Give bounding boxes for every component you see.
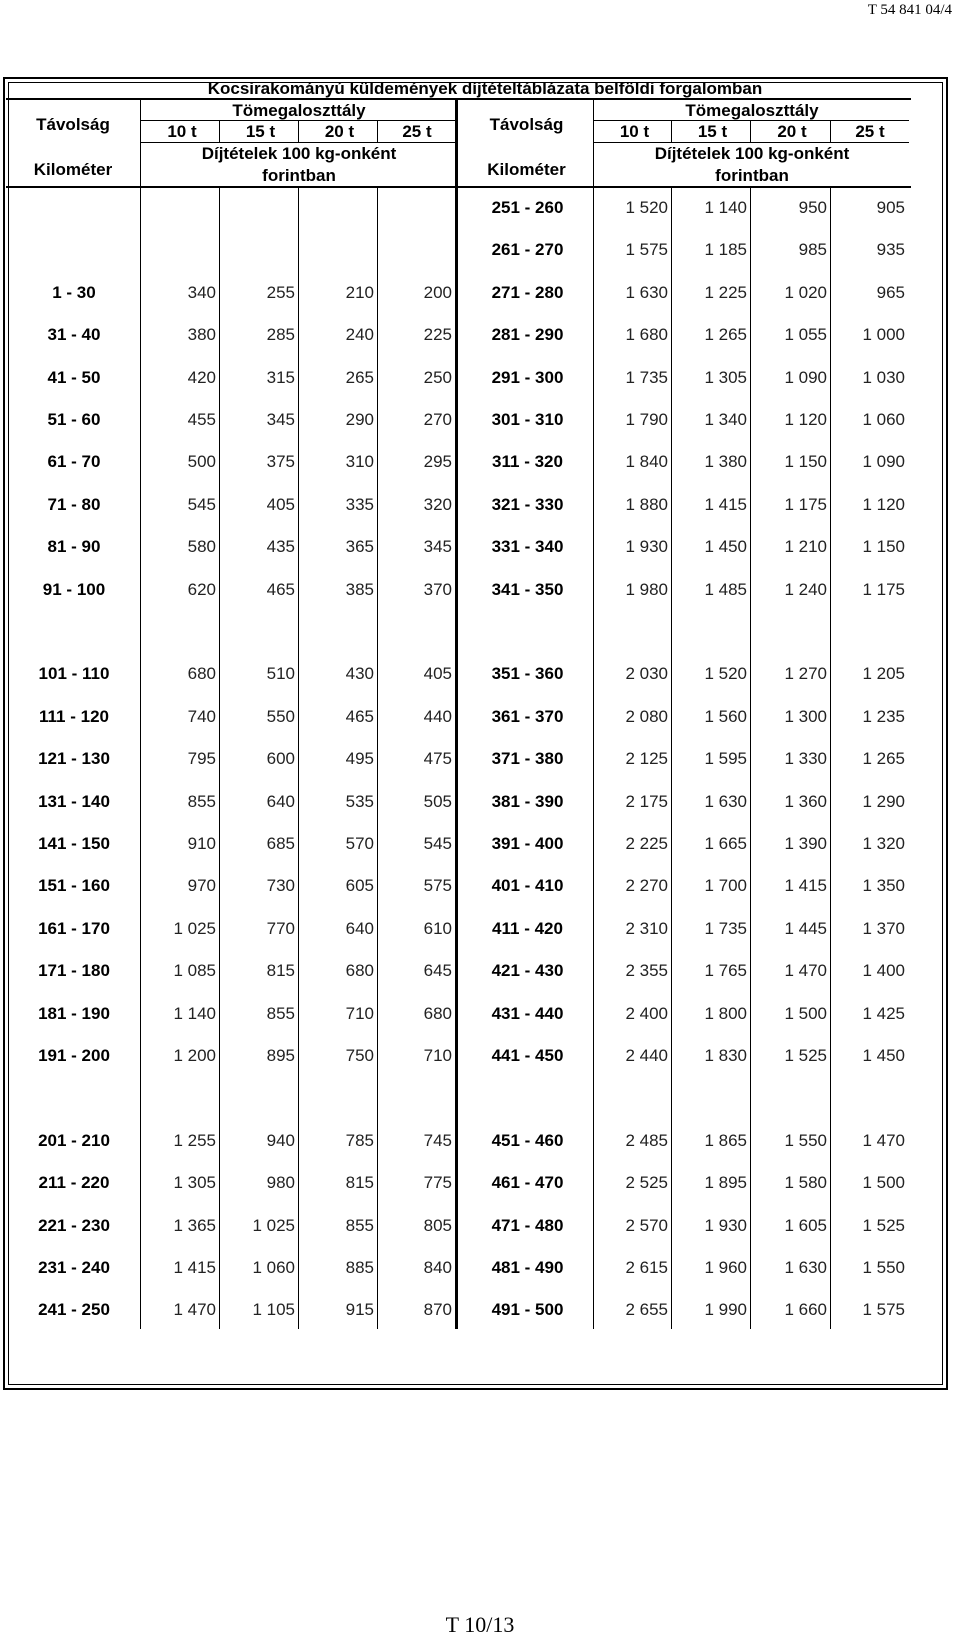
left-rate-cell: 680	[423, 1003, 452, 1023]
left-rate-cell: 1 140	[173, 1003, 216, 1023]
right-rate-cell: 1 605	[784, 1215, 827, 1235]
left-rate-cell: 1 415	[173, 1258, 216, 1277]
right-rate-cell: 1 525	[862, 1215, 905, 1235]
right-distance-cell: 401 - 410	[491, 876, 564, 896]
right-distance-cell: 301 - 310	[491, 410, 564, 429]
right-rate-cell: 2 570	[625, 1215, 668, 1235]
right-rate-cell: 1 290	[862, 791, 905, 811]
left-currency-label: forintban	[262, 166, 336, 185]
right-rate-cell: 1 735	[704, 918, 747, 938]
right-rate-cell: 1 450	[862, 1046, 905, 1065]
left-distance-cell: 191 - 200	[38, 1046, 110, 1065]
right-rate-cell: 1 470	[862, 1130, 905, 1150]
right-rate-cell: 2 355	[625, 961, 668, 981]
left-rate-cell: 495	[345, 749, 374, 769]
left-rate-cell: 840	[423, 1258, 452, 1277]
left-rate-cell: 710	[345, 1003, 374, 1023]
left-rate-cell: 210	[345, 282, 374, 302]
right-rate-cell: 1 060	[862, 410, 905, 429]
left-rate-cell: 1 305	[173, 1173, 216, 1193]
right-distance-cell: 281 - 290	[491, 325, 564, 345]
left-rate-cell: 750	[345, 1046, 374, 1065]
right-header-col-3	[830, 120, 831, 143]
right-distance-label: Távolság	[489, 115, 564, 134]
left-rate-cell: 385	[345, 579, 374, 599]
right-rate-cell: 1 370	[862, 918, 905, 938]
left-rate-cell: 1 255	[173, 1130, 216, 1150]
left-rate-cell: 500	[187, 452, 216, 472]
right-mass-class-label: Tömegaloszttály	[685, 101, 819, 120]
page-number: T 10/13	[445, 1612, 515, 1637]
left-rate-cell: 1 105	[252, 1300, 295, 1320]
right-rate-cell: 2 030	[625, 664, 668, 684]
right-rate-cell: 1 030	[862, 367, 905, 387]
right-distance-cell: 431 - 440	[491, 1003, 564, 1023]
left-rate-cell: 1 200	[173, 1046, 216, 1065]
right-rate-cell: 2 225	[625, 834, 668, 853]
right-rate-cell: 1 150	[862, 537, 905, 557]
right-rate-cell: 1 450	[704, 537, 747, 557]
right-rate-cell: 1 550	[862, 1258, 905, 1277]
page-reference: T 54 841 04/4	[867, 2, 952, 18]
left-rate-cell: 910	[187, 834, 216, 853]
left-rate-cell: 885	[345, 1258, 374, 1277]
left-weight-class-25t: 25 t	[402, 122, 432, 141]
right-rate-cell: 2 175	[625, 791, 668, 811]
left-rate-cell: 620	[187, 579, 216, 599]
left-distance-cell: 141 - 150	[38, 834, 110, 853]
left-rate-cell: 770	[266, 918, 295, 938]
left-rate-cell: 345	[266, 410, 295, 429]
left-rate-cell: 290	[345, 410, 374, 429]
left-rate-cell: 370	[423, 579, 452, 599]
left-distance-cell: 31 - 40	[47, 325, 101, 345]
right-rate-cell: 1 210	[784, 537, 827, 557]
left-rate-cell: 680	[187, 664, 216, 684]
left-body-col-1	[219, 187, 220, 1329]
left-rate-cell: 365	[345, 537, 374, 557]
right-rate-cell: 1 390	[784, 834, 827, 853]
right-rate-cell: 1 470	[784, 961, 827, 981]
right-rate-cell: 1 665	[704, 834, 747, 853]
right-rate-cell: 1 595	[704, 749, 747, 769]
left-distance-column-divider	[140, 98, 141, 1329]
left-rate-cell: 550	[266, 706, 295, 726]
right-distance-cell: 351 - 360	[491, 664, 564, 684]
right-header-col-1	[671, 120, 672, 143]
right-rate-cell: 1 680	[625, 325, 668, 345]
right-rate-cell: 1 575	[862, 1300, 905, 1320]
left-rate-cell: 970	[187, 876, 216, 896]
right-rate-cell: 1 090	[862, 452, 905, 472]
right-rate-cell: 1 265	[862, 749, 905, 769]
right-rate-cell: 1 205	[862, 664, 905, 684]
left-rate-cell: 545	[187, 494, 216, 514]
left-distance-cell: 41 - 50	[47, 367, 101, 387]
right-rate-cell: 1 930	[625, 537, 668, 557]
left-rate-cell: 510	[266, 664, 295, 684]
left-rate-cell: 255	[266, 282, 295, 302]
right-rate-cell: 2 080	[625, 706, 668, 726]
right-rate-cell: 1 120	[784, 410, 827, 429]
left-rate-cell: 345	[423, 537, 452, 557]
left-rate-cell: 610	[423, 918, 452, 938]
left-rate-cell: 405	[266, 494, 295, 514]
left-rate-cell: 440	[423, 706, 452, 726]
left-rate-cell: 785	[345, 1130, 374, 1150]
right-rate-label: Díjtételek 100 kg-onként	[654, 144, 850, 163]
left-rate-cell: 475	[423, 749, 452, 769]
left-rate-label: Díjtételek 100 kg-onként	[201, 144, 397, 163]
right-weight-class-15t: 15 t	[697, 122, 728, 141]
left-distance-cell: 51 - 60	[47, 410, 101, 429]
right-distance-cell: 361 - 370	[491, 706, 564, 726]
left-distance-cell: 181 - 190	[38, 1003, 110, 1023]
right-rate-cell: 1 580	[784, 1173, 827, 1193]
right-distance-cell: 271 - 280	[491, 282, 564, 302]
right-rate-cell: 2 655	[625, 1300, 668, 1320]
right-distance-cell: 261 - 270	[491, 240, 564, 260]
left-rate-cell: 680	[345, 961, 374, 981]
right-distance-cell: 421 - 430	[491, 961, 564, 981]
right-rate-cell: 2 270	[625, 876, 668, 896]
left-distance-cell: 91 - 100	[42, 579, 106, 599]
left-distance-cell: 71 - 80	[47, 494, 101, 514]
right-rate-cell: 1 800	[704, 1003, 747, 1023]
right-rate-cell: 1 320	[862, 834, 905, 853]
right-distance-cell: 371 - 380	[491, 749, 564, 769]
left-rate-cell: 315	[266, 367, 295, 387]
left-rate-cell: 200	[423, 282, 452, 302]
right-weight-class-25t: 25 t	[855, 122, 885, 141]
left-rate-cell: 1 470	[173, 1300, 216, 1320]
right-rate-cell: 1 055	[784, 325, 827, 345]
right-rate-cell: 1 445	[784, 918, 827, 938]
right-distance-column-divider	[593, 98, 594, 1329]
right-body-col-1	[671, 187, 672, 1329]
right-rate-cell: 1 300	[784, 706, 827, 726]
right-rate-cell: 1 630	[784, 1258, 827, 1277]
left-rate-cell: 1 060	[252, 1258, 295, 1277]
left-rate-cell: 430	[345, 664, 374, 684]
left-rate-cell: 295	[423, 452, 452, 472]
right-rate-cell: 1 020	[784, 282, 827, 302]
right-rate-cell: 1 415	[784, 876, 827, 896]
left-rate-cell: 605	[345, 876, 374, 896]
right-distance-cell: 331 - 340	[491, 537, 564, 557]
left-rate-cell: 870	[423, 1300, 452, 1320]
left-rate-cell: 535	[345, 791, 374, 811]
left-rate-cell: 420	[187, 367, 216, 387]
right-rate-cell: 2 440	[625, 1046, 668, 1065]
left-rate-cell: 580	[187, 537, 216, 557]
left-body-col-2	[298, 187, 299, 1329]
right-rate-cell: 1 120	[862, 494, 905, 514]
right-rate-cell: 1 550	[784, 1130, 827, 1150]
right-rate-cell: 905	[876, 198, 905, 217]
left-rate-cell: 855	[266, 1003, 295, 1023]
right-rate-cell: 1 485	[704, 579, 747, 599]
right-rate-cell: 1 980	[625, 579, 668, 599]
right-rate-cell: 1 865	[704, 1130, 747, 1150]
right-rate-cell: 2 525	[625, 1173, 668, 1193]
left-rate-cell: 225	[423, 325, 452, 345]
right-header-col-2	[750, 120, 751, 143]
title-divider	[6, 98, 911, 100]
right-distance-cell: 461 - 470	[491, 1173, 564, 1193]
left-rate-cell: 285	[266, 325, 295, 345]
right-distance-cell: 441 - 450	[491, 1046, 564, 1065]
right-distance-cell: 451 - 460	[491, 1130, 564, 1150]
left-rate-cell: 730	[266, 876, 295, 896]
left-distance-cell: 161 - 170	[38, 918, 110, 938]
right-distance-cell: 471 - 480	[491, 1215, 564, 1235]
left-header-col-3	[377, 120, 378, 143]
left-rate-cell: 795	[187, 749, 216, 769]
right-distance-cell: 251 - 260	[491, 198, 564, 217]
right-rate-cell: 950	[798, 198, 827, 217]
right-weight-class-10t: 10 t	[619, 122, 650, 141]
left-rate-cell: 320	[423, 494, 452, 514]
left-rate-cell: 240	[345, 325, 374, 345]
right-rate-cell: 1 830	[704, 1046, 747, 1065]
right-rate-cell: 1 340	[704, 410, 747, 429]
left-rate-cell: 570	[345, 834, 374, 853]
left-rate-cell: 855	[345, 1215, 374, 1235]
left-rate-cell: 505	[423, 791, 452, 811]
right-rate-cell: 985	[798, 240, 827, 260]
right-rate-cell: 1 185	[704, 240, 747, 260]
left-rate-cell: 775	[423, 1173, 452, 1193]
left-distance-cell: 111 - 120	[39, 706, 109, 726]
table-title: Kocsirakományú küldemények díjtételtáblázata belföldi forgalomban	[207, 79, 763, 98]
right-rate-cell: 965	[876, 282, 905, 302]
left-rate-cell: 685	[266, 834, 295, 853]
left-rate-cell: 545	[423, 834, 452, 853]
right-rate-cell: 1 090	[784, 367, 827, 387]
right-rate-cell: 1 400	[862, 961, 905, 981]
left-rate-cell: 805	[423, 1215, 452, 1235]
left-rate-cell: 600	[266, 749, 295, 769]
right-rate-cell: 1 330	[784, 749, 827, 769]
right-distance-cell: 311 - 320	[492, 452, 563, 472]
left-distance-cell: 1 - 30	[52, 282, 96, 302]
left-mass-class-label: Tömegaloszttály	[232, 101, 366, 120]
left-rate-cell: 815	[345, 1173, 374, 1193]
right-rate-cell: 1 360	[784, 791, 827, 811]
left-header-col-1	[219, 120, 220, 143]
right-distance-cell: 341 - 350	[491, 579, 564, 599]
left-kilometer-label: Kilométer	[33, 160, 113, 179]
left-distance-cell: 221 - 230	[38, 1215, 110, 1235]
right-distance-cell: 291 - 300	[491, 367, 564, 387]
right-rate-cell: 1 225	[704, 282, 747, 302]
left-rate-cell: 815	[266, 961, 295, 981]
right-rate-cell: 1 235	[862, 706, 905, 726]
right-distance-cell: 321 - 330	[491, 494, 564, 514]
right-rate-cell: 1 150	[784, 452, 827, 472]
left-rate-cell: 270	[423, 410, 452, 429]
left-rate-cell: 640	[345, 918, 374, 938]
right-rate-cell: 1 175	[862, 579, 905, 599]
right-rate-cell: 1 265	[704, 325, 747, 345]
left-rate-cell: 455	[187, 410, 216, 429]
right-rate-cell: 1 520	[625, 198, 668, 217]
right-rate-cell: 2 400	[625, 1003, 668, 1023]
right-rate-cell: 1 000	[862, 325, 905, 345]
left-distance-cell: 211 - 220	[38, 1173, 110, 1193]
left-rate-cell: 895	[266, 1046, 295, 1065]
left-distance-cell: 231 - 240	[38, 1258, 110, 1277]
left-distance-cell: 151 - 160	[38, 876, 110, 896]
left-rate-cell: 380	[187, 325, 216, 345]
left-distance-cell: 171 - 180	[38, 961, 110, 981]
left-rate-cell: 375	[266, 452, 295, 472]
right-distance-cell: 381 - 390	[491, 791, 564, 811]
right-rate-cell: 1 840	[625, 452, 668, 472]
right-rate-cell: 1 520	[704, 664, 747, 684]
right-rate-cell: 1 575	[625, 240, 668, 260]
left-weight-class-10t: 10 t	[167, 122, 197, 141]
right-rate-cell: 1 305	[704, 367, 747, 387]
right-distance-cell: 491 - 500	[491, 1300, 564, 1320]
right-rate-cell: 2 615	[625, 1258, 668, 1277]
left-rate-cell: 465	[345, 706, 374, 726]
right-weight-class-20t: 20 t	[777, 122, 807, 141]
left-rate-cell: 250	[423, 367, 452, 387]
left-rate-cell: 980	[266, 1173, 295, 1193]
left-rate-cell: 1 365	[173, 1215, 216, 1235]
left-distance-cell: 81 - 90	[47, 537, 101, 557]
right-rate-cell: 2 485	[625, 1130, 668, 1150]
right-rate-cell: 1 895	[704, 1173, 747, 1193]
left-rate-cell: 710	[423, 1046, 452, 1065]
right-rate-cell: 1 500	[862, 1173, 905, 1193]
left-rate-cell: 745	[423, 1130, 452, 1150]
left-rate-cell: 940	[266, 1130, 295, 1150]
left-rate-cell: 310	[345, 452, 374, 472]
right-rate-cell: 1 380	[704, 452, 747, 472]
right-currency-label: forintban	[715, 166, 789, 185]
left-rate-cell: 645	[423, 961, 452, 981]
right-rate-cell: 1 700	[704, 876, 747, 896]
right-body-col-3	[830, 187, 831, 1329]
left-weight-class-15t: 15 t	[245, 122, 276, 141]
right-rate-cell: 1 175	[784, 494, 827, 514]
header-bottom-divider	[6, 186, 911, 188]
right-class-divider	[594, 142, 909, 143]
right-rate-cell: 1 630	[625, 282, 668, 302]
right-rate-cell: 1 880	[625, 494, 668, 514]
left-rate-cell: 740	[187, 706, 216, 726]
left-rate-cell: 640	[266, 791, 295, 811]
right-rate-cell: 1 765	[704, 961, 747, 981]
center-divider	[455, 98, 458, 1329]
right-rate-cell: 1 790	[625, 410, 668, 429]
right-rate-cell: 2 125	[625, 749, 668, 769]
left-rate-cell: 465	[266, 579, 295, 599]
left-distance-label: Távolság	[36, 115, 110, 134]
right-rate-cell: 1 560	[704, 706, 747, 726]
right-rate-cell: 1 525	[784, 1046, 827, 1065]
left-rate-cell: 1 025	[252, 1215, 295, 1235]
left-distance-cell: 201 - 210	[38, 1130, 110, 1150]
right-rate-cell: 1 630	[704, 791, 747, 811]
left-weight-class-20t: 20 t	[324, 122, 355, 141]
right-rate-cell: 1 415	[704, 494, 747, 514]
right-distance-cell: 391 - 400	[491, 834, 564, 853]
right-rate-cell: 1 425	[862, 1003, 905, 1023]
left-rate-cell: 915	[345, 1300, 374, 1320]
left-rate-cell: 855	[187, 791, 216, 811]
left-rate-cell: 335	[345, 494, 374, 514]
right-rate-cell: 1 240	[784, 579, 827, 599]
left-rate-cell: 265	[345, 367, 374, 387]
left-rate-cell: 340	[187, 282, 216, 302]
right-rate-cell: 1 500	[784, 1003, 827, 1023]
left-rate-cell: 1 025	[173, 918, 216, 938]
left-distance-cell: 131 - 140	[38, 791, 110, 811]
right-rate-cell: 1 990	[704, 1300, 747, 1320]
left-distance-cell: 101 - 110	[38, 664, 110, 684]
left-distance-cell: 121 - 130	[38, 749, 110, 769]
right-distance-cell: 481 - 490	[491, 1258, 564, 1277]
right-rate-cell: 1 960	[704, 1258, 747, 1277]
right-rate-cell: 1 140	[704, 198, 747, 217]
right-rate-cell: 1 735	[625, 367, 668, 387]
right-kilometer-label: Kilométer	[487, 160, 566, 179]
left-header-col-2	[298, 120, 299, 143]
left-rate-cell: 435	[266, 537, 295, 557]
left-rate-cell: 1 085	[173, 961, 216, 981]
left-distance-cell: 241 - 250	[38, 1300, 110, 1320]
right-mass-divider	[594, 120, 909, 121]
right-distance-cell: 411 - 420	[492, 918, 563, 938]
right-rate-cell: 2 310	[625, 918, 668, 938]
left-rate-cell: 405	[423, 664, 452, 684]
right-rate-cell: 935	[876, 240, 905, 260]
left-body-col-3	[377, 187, 378, 1329]
left-rate-cell: 575	[423, 876, 452, 896]
right-rate-cell: 1 350	[862, 876, 905, 896]
right-rate-cell: 1 930	[704, 1215, 747, 1235]
right-rate-cell: 1 660	[784, 1300, 827, 1320]
right-rate-cell: 1 270	[784, 664, 827, 684]
left-distance-cell: 61 - 70	[47, 452, 101, 472]
right-body-col-2	[750, 187, 751, 1329]
